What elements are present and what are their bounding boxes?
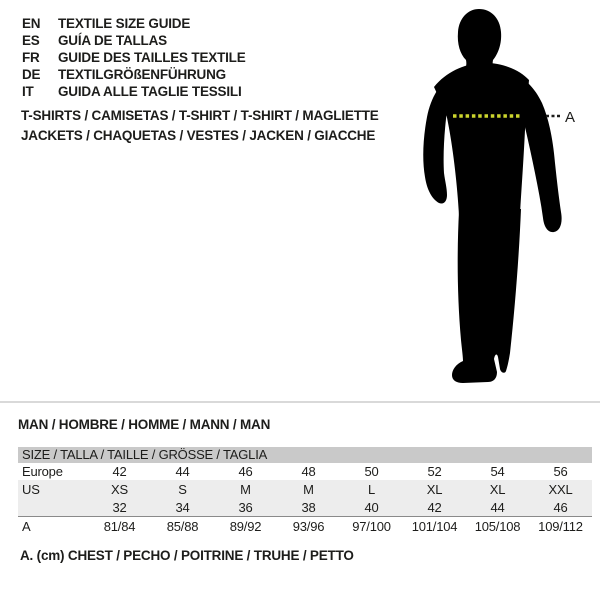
table-cell: 42 bbox=[112, 464, 127, 479]
table-cell: 34 bbox=[175, 499, 190, 515]
language-label: GUIDE DES TAILLES TEXTILE bbox=[58, 50, 246, 65]
table-cell: 46 bbox=[238, 464, 253, 479]
language-label: GUÍA DE TALLAS bbox=[58, 33, 167, 48]
man-silhouette bbox=[400, 5, 595, 390]
table-row bbox=[18, 516, 592, 536]
language-label: TEXTILGRÖßENFÜHRUNG bbox=[58, 67, 226, 82]
table-cell: 85/88 bbox=[166, 519, 199, 534]
table-cell: S bbox=[178, 481, 187, 497]
silhouette-legs bbox=[452, 209, 521, 383]
table-cell: 50 bbox=[364, 464, 379, 479]
table-cell: 48 bbox=[301, 464, 316, 479]
row-label: US bbox=[22, 481, 40, 497]
table-cell: 44 bbox=[490, 499, 505, 515]
size-table bbox=[18, 447, 592, 536]
table-cell: 89/92 bbox=[229, 519, 262, 534]
size-table-body bbox=[18, 463, 592, 536]
table-cell: M bbox=[240, 481, 251, 497]
table-cell: 32 bbox=[112, 499, 127, 515]
table-cell: XS bbox=[111, 481, 128, 497]
table-cell: 81/84 bbox=[103, 519, 136, 534]
table-cell: L bbox=[367, 481, 376, 497]
row-label: A bbox=[22, 519, 31, 534]
measurement-footnote: A. (cm) CHEST / PECHO / POITRINE / TRUHE / PETTO bbox=[20, 548, 354, 563]
table-cell: 109/112 bbox=[538, 519, 583, 534]
language-code: FR bbox=[22, 50, 40, 65]
silhouette-shapes bbox=[423, 9, 561, 383]
language-label: TEXTILE SIZE GUIDE bbox=[58, 16, 191, 31]
language-row bbox=[22, 15, 246, 32]
language-row bbox=[22, 66, 246, 83]
table-cell: XXL bbox=[548, 481, 573, 497]
table-cell: M bbox=[303, 481, 314, 497]
section-title-man: MAN / HOMBRE / HOMME / MANN / MAN bbox=[18, 417, 271, 432]
category-line-jackets: JACKETS / CHAQUETAS / VESTES / JACKEN / GIACCHE bbox=[21, 127, 376, 143]
section-divider bbox=[0, 401, 600, 403]
table-cell: 44 bbox=[175, 464, 190, 479]
table-row bbox=[18, 498, 592, 516]
language-row bbox=[22, 49, 246, 66]
language-code: IT bbox=[22, 84, 34, 99]
category-line-tshirts: T-SHIRTS / CAMISETAS / T-SHIRT / T-SHIRT / MAGLIETTE bbox=[21, 108, 379, 123]
table-cell: XL bbox=[489, 481, 506, 497]
table-cell: 52 bbox=[427, 464, 442, 479]
language-row bbox=[22, 83, 246, 100]
row-label: Europe bbox=[22, 464, 63, 479]
table-cell: 54 bbox=[490, 464, 505, 479]
table-cell: 105/108 bbox=[474, 519, 521, 534]
language-code: ES bbox=[22, 33, 40, 48]
category-heading bbox=[21, 106, 379, 145]
language-row bbox=[22, 32, 246, 49]
table-cell: 97/100 bbox=[352, 519, 391, 534]
silhouette-head bbox=[458, 9, 501, 72]
table-cell: 36 bbox=[238, 499, 253, 515]
language-code: DE bbox=[22, 67, 41, 82]
table-cell: 93/96 bbox=[292, 519, 325, 534]
table-cell: 101/104 bbox=[411, 519, 458, 534]
table-cell: 42 bbox=[427, 499, 442, 515]
measure-label-a: A bbox=[565, 109, 575, 126]
language-list bbox=[22, 15, 246, 100]
table-row bbox=[18, 463, 592, 480]
table-cell: 46 bbox=[553, 499, 568, 515]
language-code: EN bbox=[22, 16, 41, 31]
language-label: GUIDA ALLE TAGLIE TESSILI bbox=[58, 84, 242, 99]
table-cell: XL bbox=[426, 481, 443, 497]
table-cell: 56 bbox=[553, 464, 568, 479]
table-cell: 38 bbox=[301, 499, 316, 515]
size-table-header: SIZE / TALLA / TAILLE / GRÖSSE / TAGLIA bbox=[18, 447, 592, 463]
table-cell: 40 bbox=[364, 499, 379, 515]
table-row bbox=[18, 480, 592, 498]
